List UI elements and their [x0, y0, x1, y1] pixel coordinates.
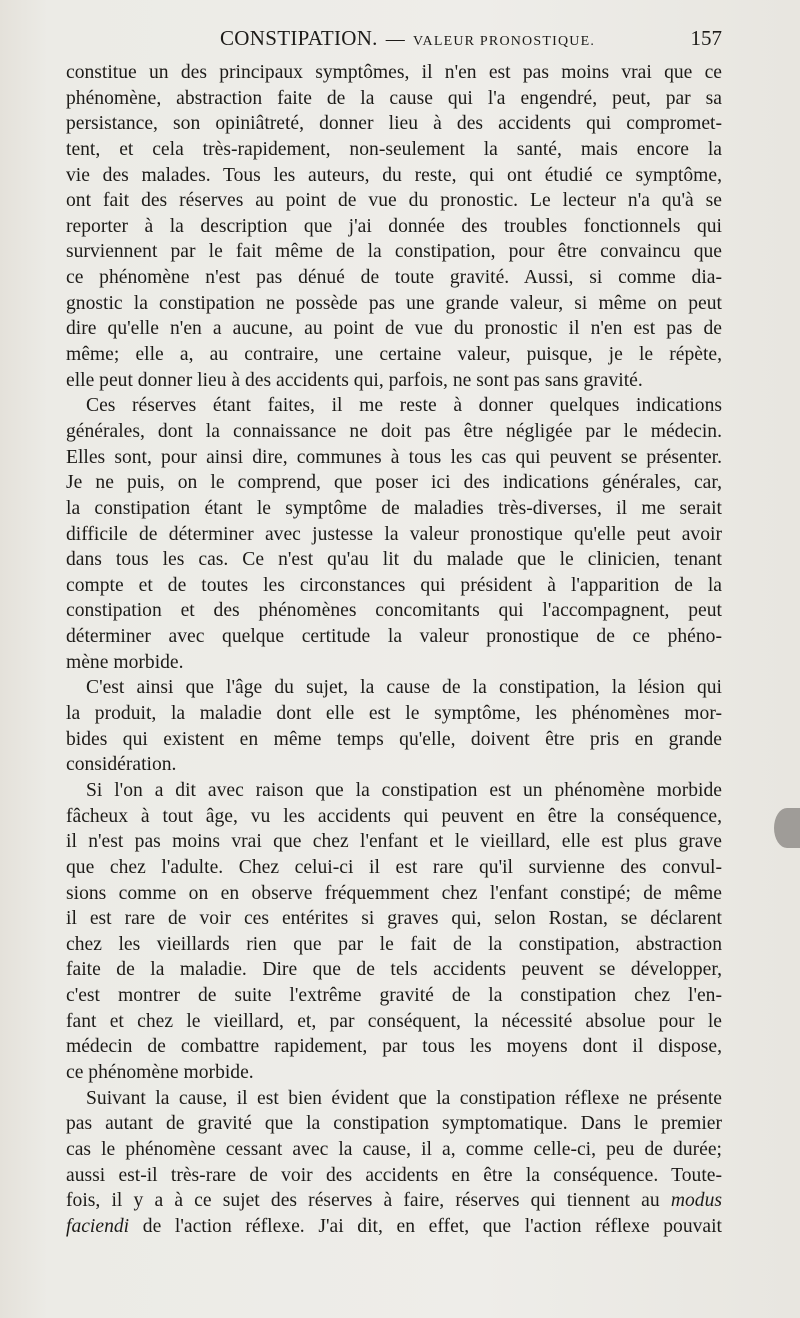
text-line — [66, 470, 722, 496]
text-line — [66, 675, 722, 701]
text-span: ce phénomène morbide. — [66, 1061, 254, 1083]
text-span: Ces réserves étant faites, il me reste à donner quelques indications — [86, 395, 722, 417]
text-line — [66, 957, 722, 983]
body-text — [66, 60, 722, 1239]
text-span: surviennent par le fait même de la constipation, pour être convaincu que — [66, 241, 722, 263]
text-span: fois, il y a à ce sujet des réserves à faire, réserves qui tiennent au — [66, 1190, 660, 1212]
text-line — [66, 881, 722, 907]
text-line — [66, 1188, 722, 1214]
text-span: tent, et cela très-rapidement, non-seulement la santé, mais encore la — [66, 138, 722, 160]
text-line — [66, 163, 722, 189]
text-line — [66, 265, 722, 291]
text-span: ont fait des réserves au point de vue du pronostic. Le lecteur n'a qu'à se — [66, 190, 722, 212]
text-span: mène morbide. — [66, 651, 184, 673]
text-span: compte et de toutes les circonstances qui président à l'apparition de la — [66, 574, 722, 596]
page-number: 157 — [690, 26, 722, 50]
text-span: elle peut donner lieu à des accidents qui, parfois, ne sont pas sans gravité. — [66, 369, 643, 391]
text-line — [66, 111, 722, 137]
text-span: vie des malades. Tous les auteurs, du reste, qui ont étudié ce symptôme, — [66, 164, 722, 186]
text-line — [66, 906, 722, 932]
text-line — [66, 496, 722, 522]
text-span: ce phénomène n'est pas dénué de toute gravité. Aussi, si comme dia- — [66, 267, 722, 289]
text-span: gnostic la constipation ne possède pas une grande valeur, si même on peut — [66, 292, 722, 314]
italic-word: faciendi — [66, 1215, 130, 1237]
text-line — [66, 752, 722, 778]
text-span: persistance, son opiniâtreté, donner lieu à des accidents qui compromet- — [66, 113, 722, 135]
text-span: reporter à la description que j'ai donnée des troubles fonctionnels qui — [66, 215, 722, 237]
page-edge-mark — [774, 808, 800, 848]
text-span: de l'action réflexe. J'ai dit, en effet, que l'action réflexe pouvait — [142, 1215, 722, 1237]
text-line — [66, 188, 722, 214]
header-dash: — — [385, 29, 406, 50]
text-span: déterminer avec quelque certitude la valeur pronostique de ce phéno- — [66, 626, 722, 648]
text-line — [66, 701, 722, 727]
text-line — [66, 239, 722, 265]
text-span: sions comme on en observe fréquemment chez l'enfant constipé; de même — [66, 882, 722, 904]
text-line — [66, 829, 722, 855]
text-line — [66, 342, 722, 368]
text-span: aussi est-il très-rare de voir des accidents en être la conséquence. Toute- — [66, 1164, 722, 1186]
text-span: constipation et des phénomènes concomitants qui l'accompagnent, peut — [66, 600, 722, 622]
text-line — [66, 393, 722, 419]
text-line — [66, 1111, 722, 1137]
text-span: phénomène, abstraction faite de la cause qui l'a engendré, peut, par sa — [66, 87, 722, 109]
text-span: constitue un des principaux symptômes, il n'en est pas moins vrai que ce — [66, 62, 722, 83]
text-line — [66, 445, 722, 471]
text-span: la produit, la maladie dont elle est le symptôme, les phénomènes mor- — [66, 703, 722, 725]
text-span: fâcheux à tout âge, vu les accidents qui peuvent en être la conséquence, — [66, 805, 722, 827]
text-line — [66, 522, 722, 548]
text-line — [66, 1086, 722, 1112]
text-span: Si l'on a dit avec raison que la constipation est un phénomène morbide — [86, 779, 722, 801]
text-line — [66, 291, 722, 317]
text-span: fant et chez le vieillard, et, par conséquent, la nécessité absolue pour le — [66, 1010, 722, 1032]
text-span: dire qu'elle n'en a aucune, au point de vue du pronostic il n'en est pas de — [66, 318, 722, 340]
text-line — [66, 1009, 722, 1035]
header-title — [220, 26, 595, 51]
text-line — [66, 855, 722, 881]
text-line — [66, 932, 722, 958]
text-line — [66, 1163, 722, 1189]
text-line — [66, 137, 722, 163]
text-line — [66, 214, 722, 240]
text-span: cas le phénomène cessant avec la cause, il a, comme celle-ci, peu de durée; — [66, 1138, 722, 1160]
italic-word: modus — [670, 1190, 722, 1212]
text-line — [66, 60, 722, 86]
text-line — [66, 547, 722, 573]
text-span: générales, dont la connaissance ne doit pas être négligée par le médecin. — [66, 420, 722, 442]
text-span: la constipation étant le symptôme de maladies très-diverses, il me serait — [66, 497, 722, 519]
text-span: pas autant de gravité que la constipation symptomatique. Dans le premier — [66, 1113, 722, 1135]
text-span: il est rare de voir ces entérites si graves qui, selon Rostan, se déclarent — [66, 908, 722, 930]
text-line — [66, 1034, 722, 1060]
text-span: Elles sont, pour ainsi dire, communes à tous les cas qui peuvent se présenter. — [66, 446, 722, 468]
text-span: considération. — [66, 754, 177, 776]
text-span: bides qui existent en même temps qu'elle, doivent être pris en grande — [66, 728, 722, 750]
text-line — [66, 727, 722, 753]
text-line — [66, 86, 722, 112]
text-span: médecin de combattre rapidement, par tous les moyens dont il dispose, — [66, 1036, 722, 1058]
text-line — [66, 1214, 722, 1240]
text-span: faite de la maladie. Dire que de tels accidents peuvent se développer, — [66, 959, 722, 981]
text-line — [66, 1137, 722, 1163]
text-span: c'est montrer de suite l'extrême gravité de la constipation chez l'en- — [66, 985, 722, 1007]
running-header — [66, 26, 722, 58]
text-line — [66, 316, 722, 342]
header-subtitle: VALEUR PRONOSTIQUE. — [413, 34, 596, 49]
text-line — [66, 573, 722, 599]
header-main-title: CONSTIPATION. — [220, 26, 378, 50]
text-span: même; elle a, au contraire, une certaine valeur, puisque, je le répète, — [66, 344, 722, 366]
text-line — [66, 368, 722, 394]
text-span: dans tous les cas. Ce n'est qu'au lit du malade que le clinicien, tenant — [66, 549, 722, 571]
text-span: C'est ainsi que l'âge du sujet, la cause de la constipation, la lésion qui — [86, 677, 722, 699]
text-span: difficile de déterminer avec justesse la valeur pronostique qu'elle peut avoir — [66, 523, 722, 545]
text-line — [66, 419, 722, 445]
text-line — [66, 650, 722, 676]
text-span: chez les vieillards rien que par le fait de la constipation, abstraction — [66, 933, 722, 955]
text-line — [66, 804, 722, 830]
text-span: que chez l'adulte. Chez celui-ci il est rare qu'il survienne des convul- — [66, 856, 722, 878]
text-span: il n'est pas moins vrai que chez l'enfant et le vieillard, elle est plus grave — [66, 831, 722, 853]
text-line — [66, 778, 722, 804]
text-line — [66, 624, 722, 650]
text-line — [66, 598, 722, 624]
text-line — [66, 1060, 722, 1086]
text-span: Je ne puis, on le comprend, que poser ici des indications générales, car, — [66, 472, 722, 494]
text-line — [66, 983, 722, 1009]
text-span: Suivant la cause, il est bien évident que la constipation réflexe ne présente — [86, 1087, 722, 1109]
